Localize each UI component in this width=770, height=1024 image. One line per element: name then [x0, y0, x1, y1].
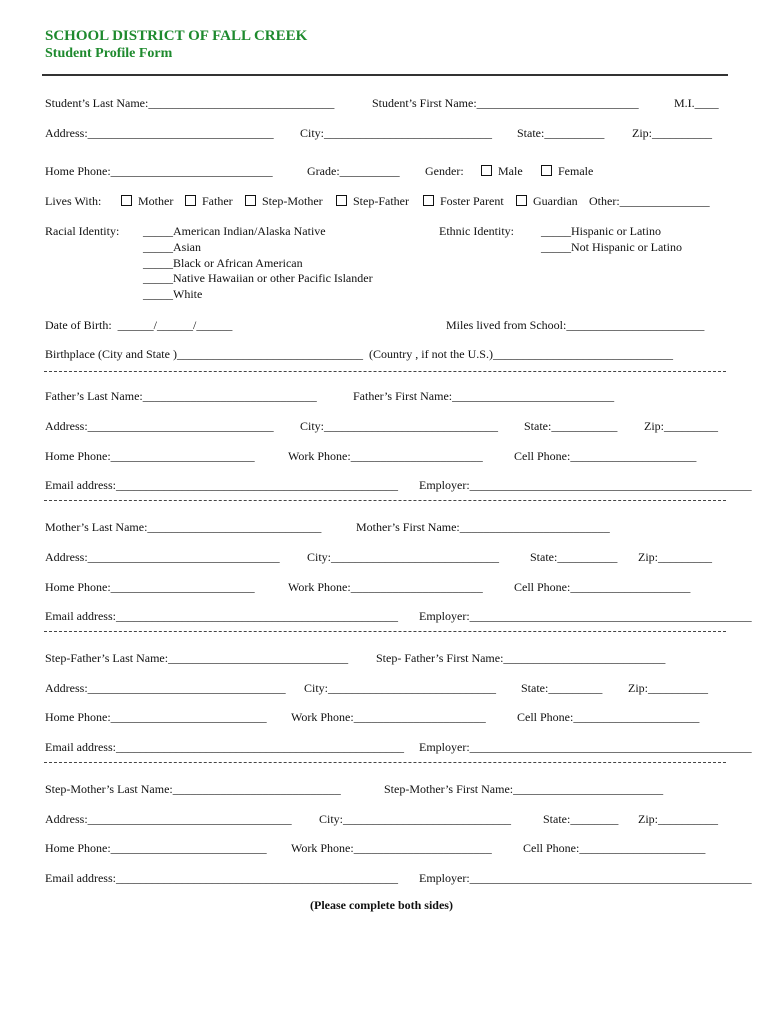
guardian-checkbox[interactable] [516, 195, 527, 206]
lives-with-foster-parent[interactable] [423, 194, 504, 208]
birthplace-field[interactable]: Birthplace (City and State )_______________________________ (Country , if not the U.S.)______________________________ [45, 347, 673, 361]
date-of-birth-field[interactable]: Date of Birth: ______/______/______ [45, 318, 233, 332]
section-divider [44, 371, 726, 372]
stepmother-home-phone-field[interactable]: Home Phone:__________________________ [45, 841, 267, 855]
lives-with-stepmother[interactable] [245, 194, 323, 208]
mother-employer-field[interactable]: Employer:_______________________________________________ [419, 609, 752, 623]
mother-home-phone-field[interactable]: Home Phone:________________________ [45, 580, 255, 594]
lives-with-other-field[interactable]: Other:_______________ [589, 194, 710, 208]
stepmother-city-field[interactable]: City:____________________________ [319, 812, 512, 826]
stepfather-state-field[interactable]: State:_________ [521, 681, 603, 695]
stepmother-last-name-field[interactable]: Step-Mother’s Last Name:____________________________ [45, 782, 341, 796]
stepmother-address-field[interactable]: Address:__________________________________ [45, 812, 292, 826]
racial-option[interactable]: _____Native Hawaiian or other Pacific Islander [143, 271, 373, 285]
lives-with-father[interactable] [185, 194, 233, 208]
stepfather-work-phone-field[interactable]: Work Phone:______________________ [291, 710, 486, 724]
mother-city-field[interactable]: City:____________________________ [307, 550, 500, 564]
gender-female-option[interactable] [541, 164, 593, 178]
stepfather-cell-phone-field[interactable]: Cell Phone:_____________________ [517, 710, 700, 724]
mother-cell-phone-field[interactable]: Cell Phone:____________________ [514, 580, 691, 594]
stepfather-last-name-field[interactable]: Step-Father’s Last Name:______________________________ [45, 651, 349, 665]
student-city-field[interactable]: City:____________________________ [300, 126, 493, 140]
father-city-field[interactable]: City:_____________________________ [300, 419, 499, 433]
stepmother-email-field[interactable]: Email address:_______________________________________________ [45, 871, 398, 885]
stepmother-checkbox[interactable] [245, 195, 256, 206]
stepmother-zip-field[interactable]: Zip:__________ [638, 812, 718, 826]
lives-with-option-label: Guardian [533, 194, 578, 208]
father-first-name-field[interactable]: Father’s First Name:___________________________ [353, 389, 615, 403]
father-work-phone-field[interactable]: Work Phone:______________________ [288, 449, 483, 463]
header-rule [42, 74, 728, 76]
stepmother-state-field[interactable]: State:________ [543, 812, 619, 826]
section-divider [44, 631, 726, 632]
stepfather-checkbox[interactable] [336, 195, 347, 206]
ethnic-identity-label: Ethnic Identity: [439, 224, 514, 238]
mother-zip-field[interactable]: Zip:_________ [638, 550, 712, 564]
stepmother-cell-phone-field[interactable]: Cell Phone:_____________________ [523, 841, 706, 855]
lives-with-option-label: Foster Parent [440, 194, 504, 208]
stepfather-employer-field[interactable]: Employer:_______________________________________________ [419, 740, 752, 754]
mother-last-name-field[interactable]: Mother’s Last Name:_____________________________ [45, 520, 322, 534]
female-label: Female [558, 164, 594, 178]
female-checkbox[interactable] [541, 165, 552, 176]
lives-with-stepfather[interactable] [336, 194, 409, 208]
student-grade-field[interactable]: Grade:__________ [307, 164, 400, 178]
ethnic-option[interactable]: _____Hispanic or Latino [541, 224, 661, 238]
lives-with-mother[interactable] [121, 194, 173, 208]
racial-option[interactable]: _____Black or African American [143, 256, 303, 270]
lives-with-option-label: Step-Mother [262, 194, 323, 208]
father-state-field[interactable]: State:___________ [524, 419, 618, 433]
student-zip-field[interactable]: Zip:__________ [632, 126, 712, 140]
stepfather-first-name-field[interactable]: Step- Father’s First Name:___________________________ [376, 651, 666, 665]
mother-checkbox[interactable] [121, 195, 132, 206]
stepfather-address-field[interactable]: Address:_________________________________ [45, 681, 286, 695]
male-checkbox[interactable] [481, 165, 492, 176]
racial-option[interactable]: _____Asian [143, 240, 201, 254]
father-home-phone-field[interactable]: Home Phone:________________________ [45, 449, 255, 463]
student-mi-field[interactable]: M.I.____ [674, 96, 719, 110]
student-state-field[interactable]: State:__________ [517, 126, 605, 140]
stepfather-city-field[interactable]: City:____________________________ [304, 681, 497, 695]
section-divider [44, 500, 726, 501]
mother-email-field[interactable]: Email address:_______________________________________________ [45, 609, 398, 623]
student-first-name-field[interactable]: Student’s First Name:___________________________ [372, 96, 639, 110]
father-checkbox[interactable] [185, 195, 196, 206]
lives-with-option-label: Mother [138, 194, 174, 208]
foster-parent-checkbox[interactable] [423, 195, 434, 206]
mother-work-phone-field[interactable]: Work Phone:______________________ [288, 580, 483, 594]
racial-option[interactable]: _____White [143, 287, 203, 301]
lives-with-label: Lives With: [45, 194, 102, 208]
district-title: SCHOOL DISTRICT OF FALL CREEK [45, 28, 308, 44]
gender-label: Gender: [425, 164, 464, 178]
lives-with-option-label: Father [202, 194, 233, 208]
gender-male-option[interactable] [481, 164, 523, 178]
father-address-field[interactable]: Address:_______________________________ [45, 419, 274, 433]
section-divider [44, 762, 726, 763]
stepmother-work-phone-field[interactable]: Work Phone:_______________________ [291, 841, 492, 855]
father-zip-field[interactable]: Zip:_________ [644, 419, 718, 433]
lives-with-option-label: Step-Father [353, 194, 409, 208]
student-home-phone-field[interactable]: Home Phone:___________________________ [45, 164, 273, 178]
student-last-name-field[interactable]: Student’s Last Name:_______________________________ [45, 96, 335, 110]
stepfather-home-phone-field[interactable]: Home Phone:__________________________ [45, 710, 267, 724]
stepfather-email-field[interactable]: Email address:________________________________________________ [45, 740, 404, 754]
father-employer-field[interactable]: Employer:_______________________________________________ [419, 478, 752, 492]
lives-with-guardian[interactable] [516, 194, 578, 208]
racial-option[interactable]: _____American Indian/Alaska Native [143, 224, 326, 238]
mother-state-field[interactable]: State:__________ [530, 550, 618, 564]
father-cell-phone-field[interactable]: Cell Phone:_____________________ [514, 449, 697, 463]
stepfather-zip-field[interactable]: Zip:__________ [628, 681, 708, 695]
complete-both-sides-note: (Please complete both sides) [310, 898, 453, 912]
form-title: Student Profile Form [45, 46, 173, 61]
mother-address-field[interactable]: Address:________________________________ [45, 550, 280, 564]
ethnic-option[interactable]: _____Not Hispanic or Latino [541, 240, 682, 254]
male-label: Male [498, 164, 523, 178]
stepmother-first-name-field[interactable]: Step-Mother’s First Name:_________________________ [384, 782, 664, 796]
father-email-field[interactable]: Email address:_______________________________________________ [45, 478, 398, 492]
mother-first-name-field[interactable]: Mother’s First Name:_________________________ [356, 520, 610, 534]
racial-identity-label: Racial Identity: [45, 224, 120, 238]
student-address-field[interactable]: Address:_______________________________ [45, 126, 274, 140]
stepmother-employer-field[interactable]: Employer:_______________________________________________ [419, 871, 752, 885]
father-last-name-field[interactable]: Father’s Last Name:_____________________________ [45, 389, 317, 403]
miles-from-school-field[interactable]: Miles lived from School:_______________________ [446, 318, 705, 332]
